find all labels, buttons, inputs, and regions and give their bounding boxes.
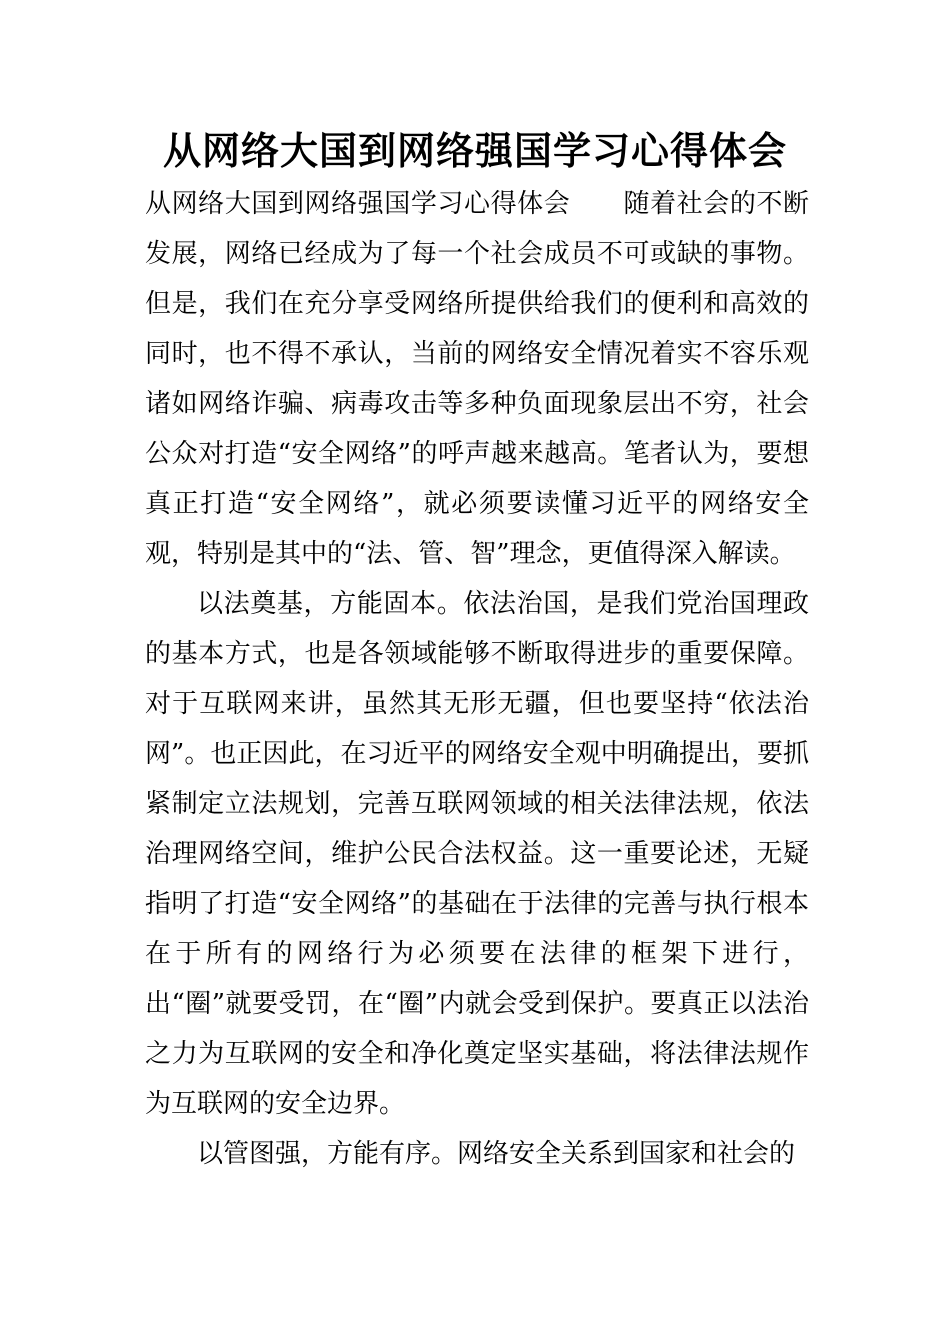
paragraph-management: 以管图强，方能有序。网络安全关系到国家和社会的 [197,1139,796,1169]
paragraph-law: 以法奠基，方能固本。依法治国，是我们党治国理政的基本方式，也是各领域能够不断取得进步的重要保障。对于互联网来讲，虽然其无形无疆，但也要坚持“依法治网”。也正因此，在习近平的网络安全观中明确提出，要抓紧制定立法规划，完善互联网领域的相关法律法规，依法治理网络空间，维护公民合法权益。这一重要论述，无疑指明了打造“安全网络”的基础在于法律的完善与执行根本在于所有的网络行为必须要在法律的框架下进行，出“圈”就要受罚，在“圈”内就会受到保护。要真正以法治之力为互联网的安全和净化奠定坚实基础，将法律法规作为互联网的安全边界。 [145,589,809,1119]
document-body [145,179,809,1179]
document-title: 从网络大国到网络强国学习心得体会 [162,128,787,173]
paragraph-intro: 从网络大国到网络强国学习心得体会 随着社会的不断发展，网络已经成为了每一个社会成员不可或缺的事物。但是，我们在充分享受网络所提供给我们的便利和高效的同时，也不得不承认，当前的网络安全情况着实不容乐观诸如网络诈骗、病毒攻击等多种负面现象层出不穷，社会公众对打造“安全网络”的呼声越来越高。笔者认为，要想真正打造“安全网络”，就必须要读懂习近平的网络安全观，特别是其中的“法、管、智”理念，更值得深入解读。 [145,189,809,569]
